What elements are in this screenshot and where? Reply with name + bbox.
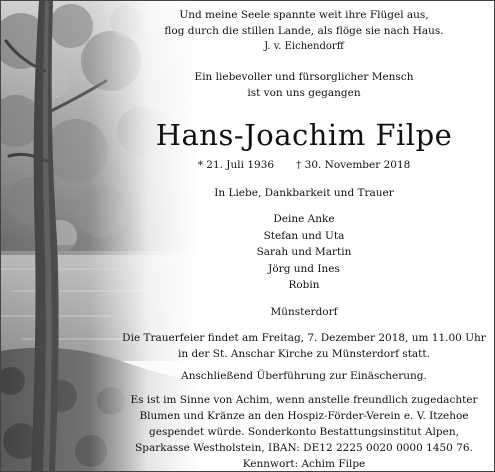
intro-line: ist von uns gegangen bbox=[247, 87, 361, 99]
family-member: Robin bbox=[288, 279, 320, 291]
family-member: Deine Anke bbox=[273, 213, 335, 225]
life-dates bbox=[119, 157, 489, 173]
intro-line: Ein liebevoller und fürsorglicher Mensch bbox=[194, 71, 414, 83]
verse-author: J. v. Eichendorff bbox=[264, 41, 344, 52]
verse-line: Und meine Seele spannte weit ihre Flügel aus, bbox=[179, 9, 429, 21]
donation-line: Sparkasse Westholstein, IBAN: DE12 2225 0020 0000 1450 76. bbox=[135, 441, 473, 454]
family-member: Sarah und Martin bbox=[256, 246, 352, 258]
family-member: Stefan und Uta bbox=[263, 229, 345, 242]
donation-line: gespendet würde. Sonderkonto Bestattungsinstitut Alpen, bbox=[149, 425, 459, 438]
poem-verse bbox=[119, 7, 489, 55]
notice-text bbox=[119, 1, 489, 472]
birth-date: * 21. Juli 1936 bbox=[197, 159, 275, 171]
mourning-line: In Liebe, Dankbarkeit und Trauer bbox=[214, 187, 394, 199]
donation-line: Blumen und Kränze an den Hospiz-Förder-Verein e. V. Itzehoe bbox=[139, 409, 469, 422]
death-date: † 30. November 2018 bbox=[296, 159, 411, 171]
ceremony-line: Die Trauerfeier findet am Freitag, 7. Dezember 2018, um 11.00 Uhr bbox=[122, 331, 486, 344]
family-member: Jörg und Ines bbox=[268, 262, 340, 275]
place-name: Münsterdorf bbox=[270, 305, 338, 318]
donation-line: Es ist im Sinne von Achim, wenn anstelle freundlich zugedachter bbox=[130, 393, 478, 406]
intro-text bbox=[119, 69, 489, 101]
ceremony-info bbox=[119, 330, 489, 362]
donation-info bbox=[119, 392, 489, 472]
donation-keyword: Kennwort: Achim Filpe bbox=[242, 457, 366, 470]
family-list bbox=[119, 211, 489, 294]
verse-line: flog durch die stillen Lande, als flöge sie nach Haus. bbox=[164, 25, 444, 37]
ceremony-line: in der St. Anschar Kirche zu Münsterdorf statt. bbox=[178, 347, 430, 360]
transfer-info: Anschließend Überführung zur Einäscherung. bbox=[181, 369, 427, 382]
deceased-name: Hans-Joachim Filpe bbox=[155, 118, 453, 152]
